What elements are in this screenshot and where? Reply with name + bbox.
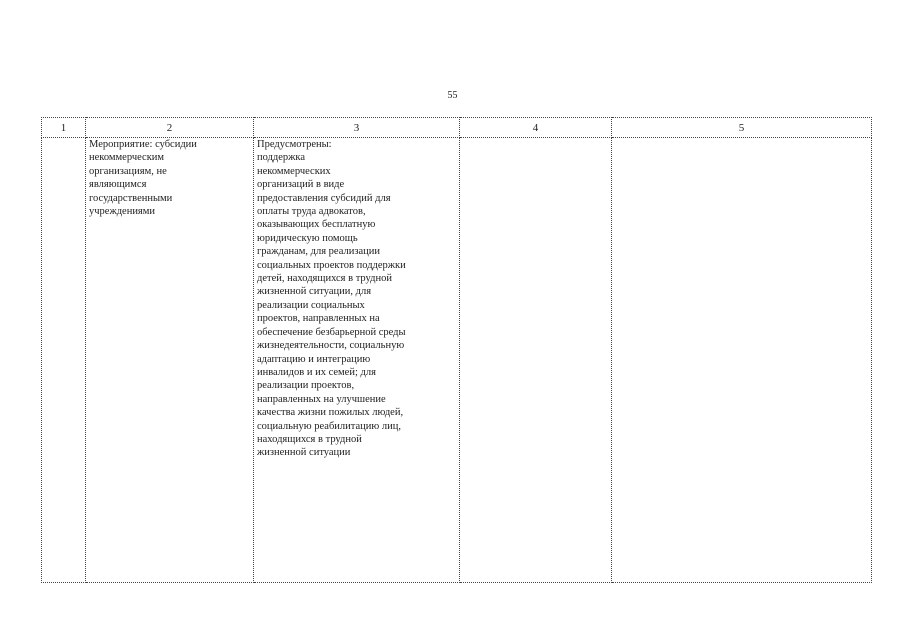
cell-line: жизненной ситуации: [257, 447, 351, 459]
column-header-4: 4: [460, 118, 612, 138]
cell-line: жизненной ситуации, для: [257, 286, 372, 298]
cell-line: адаптацию и интеграцию: [257, 353, 371, 365]
cell-line: некоммерческим: [89, 152, 165, 164]
column-header-3: 3: [254, 118, 460, 138]
cell-line: проектов, направленных на: [257, 313, 380, 325]
cell-line: качества жизни пожилых людей,: [257, 407, 404, 419]
cell-line: некоммерческих: [257, 165, 331, 177]
column-header-2: 2: [86, 118, 254, 138]
cell-col5: [612, 138, 872, 583]
cell-line: государственными: [89, 192, 173, 204]
cell-line: детей, находящихся в трудной: [257, 273, 392, 285]
cell-col1: [42, 138, 86, 583]
cell-col4: [460, 138, 612, 583]
column-header-5: 5: [612, 118, 872, 138]
cell-line: оказывающих бесплатную: [257, 219, 376, 231]
cell-line: реализации социальных: [257, 299, 365, 311]
cell-line: оплаты труда адвокатов,: [257, 206, 366, 218]
document-table: [41, 117, 872, 583]
cell-line: социальных проектов поддержки: [257, 259, 406, 271]
column-header-1: 1: [42, 118, 86, 138]
cell-line: организациям, не: [89, 165, 167, 177]
cell-line: жизнедеятельности, социальную: [257, 340, 405, 352]
cell-line: поддержка: [257, 152, 306, 164]
cell-line: являющимся: [89, 179, 147, 191]
cell-line: Мероприятие: субсидии: [89, 139, 197, 150]
cell-line: Предусмотрены:: [257, 139, 332, 150]
cell-line: направленных на улучшение: [257, 393, 386, 405]
table-row: [42, 138, 872, 583]
cell-line: обеспечение безбарьерной среды: [257, 326, 406, 338]
cell-line: реализации проектов,: [257, 380, 355, 392]
cell-line: находящихся в трудной: [257, 433, 362, 445]
table-header-row: [42, 118, 872, 138]
cell-line: учреждениями: [89, 206, 156, 218]
cell-line: социальную реабилитацию лиц,: [257, 420, 401, 432]
cell-line: организаций в виде: [257, 179, 345, 191]
cell-line: инвалидов и их семей; для: [257, 366, 376, 378]
cell-line: юридическую помощь: [257, 232, 358, 244]
cell-line: гражданам, для реализации: [257, 246, 381, 258]
cell-measure-name: [86, 138, 254, 583]
cell-description: [254, 138, 460, 583]
page-number: 55: [447, 90, 458, 101]
cell-line: предоставления субсидий для: [257, 192, 391, 204]
